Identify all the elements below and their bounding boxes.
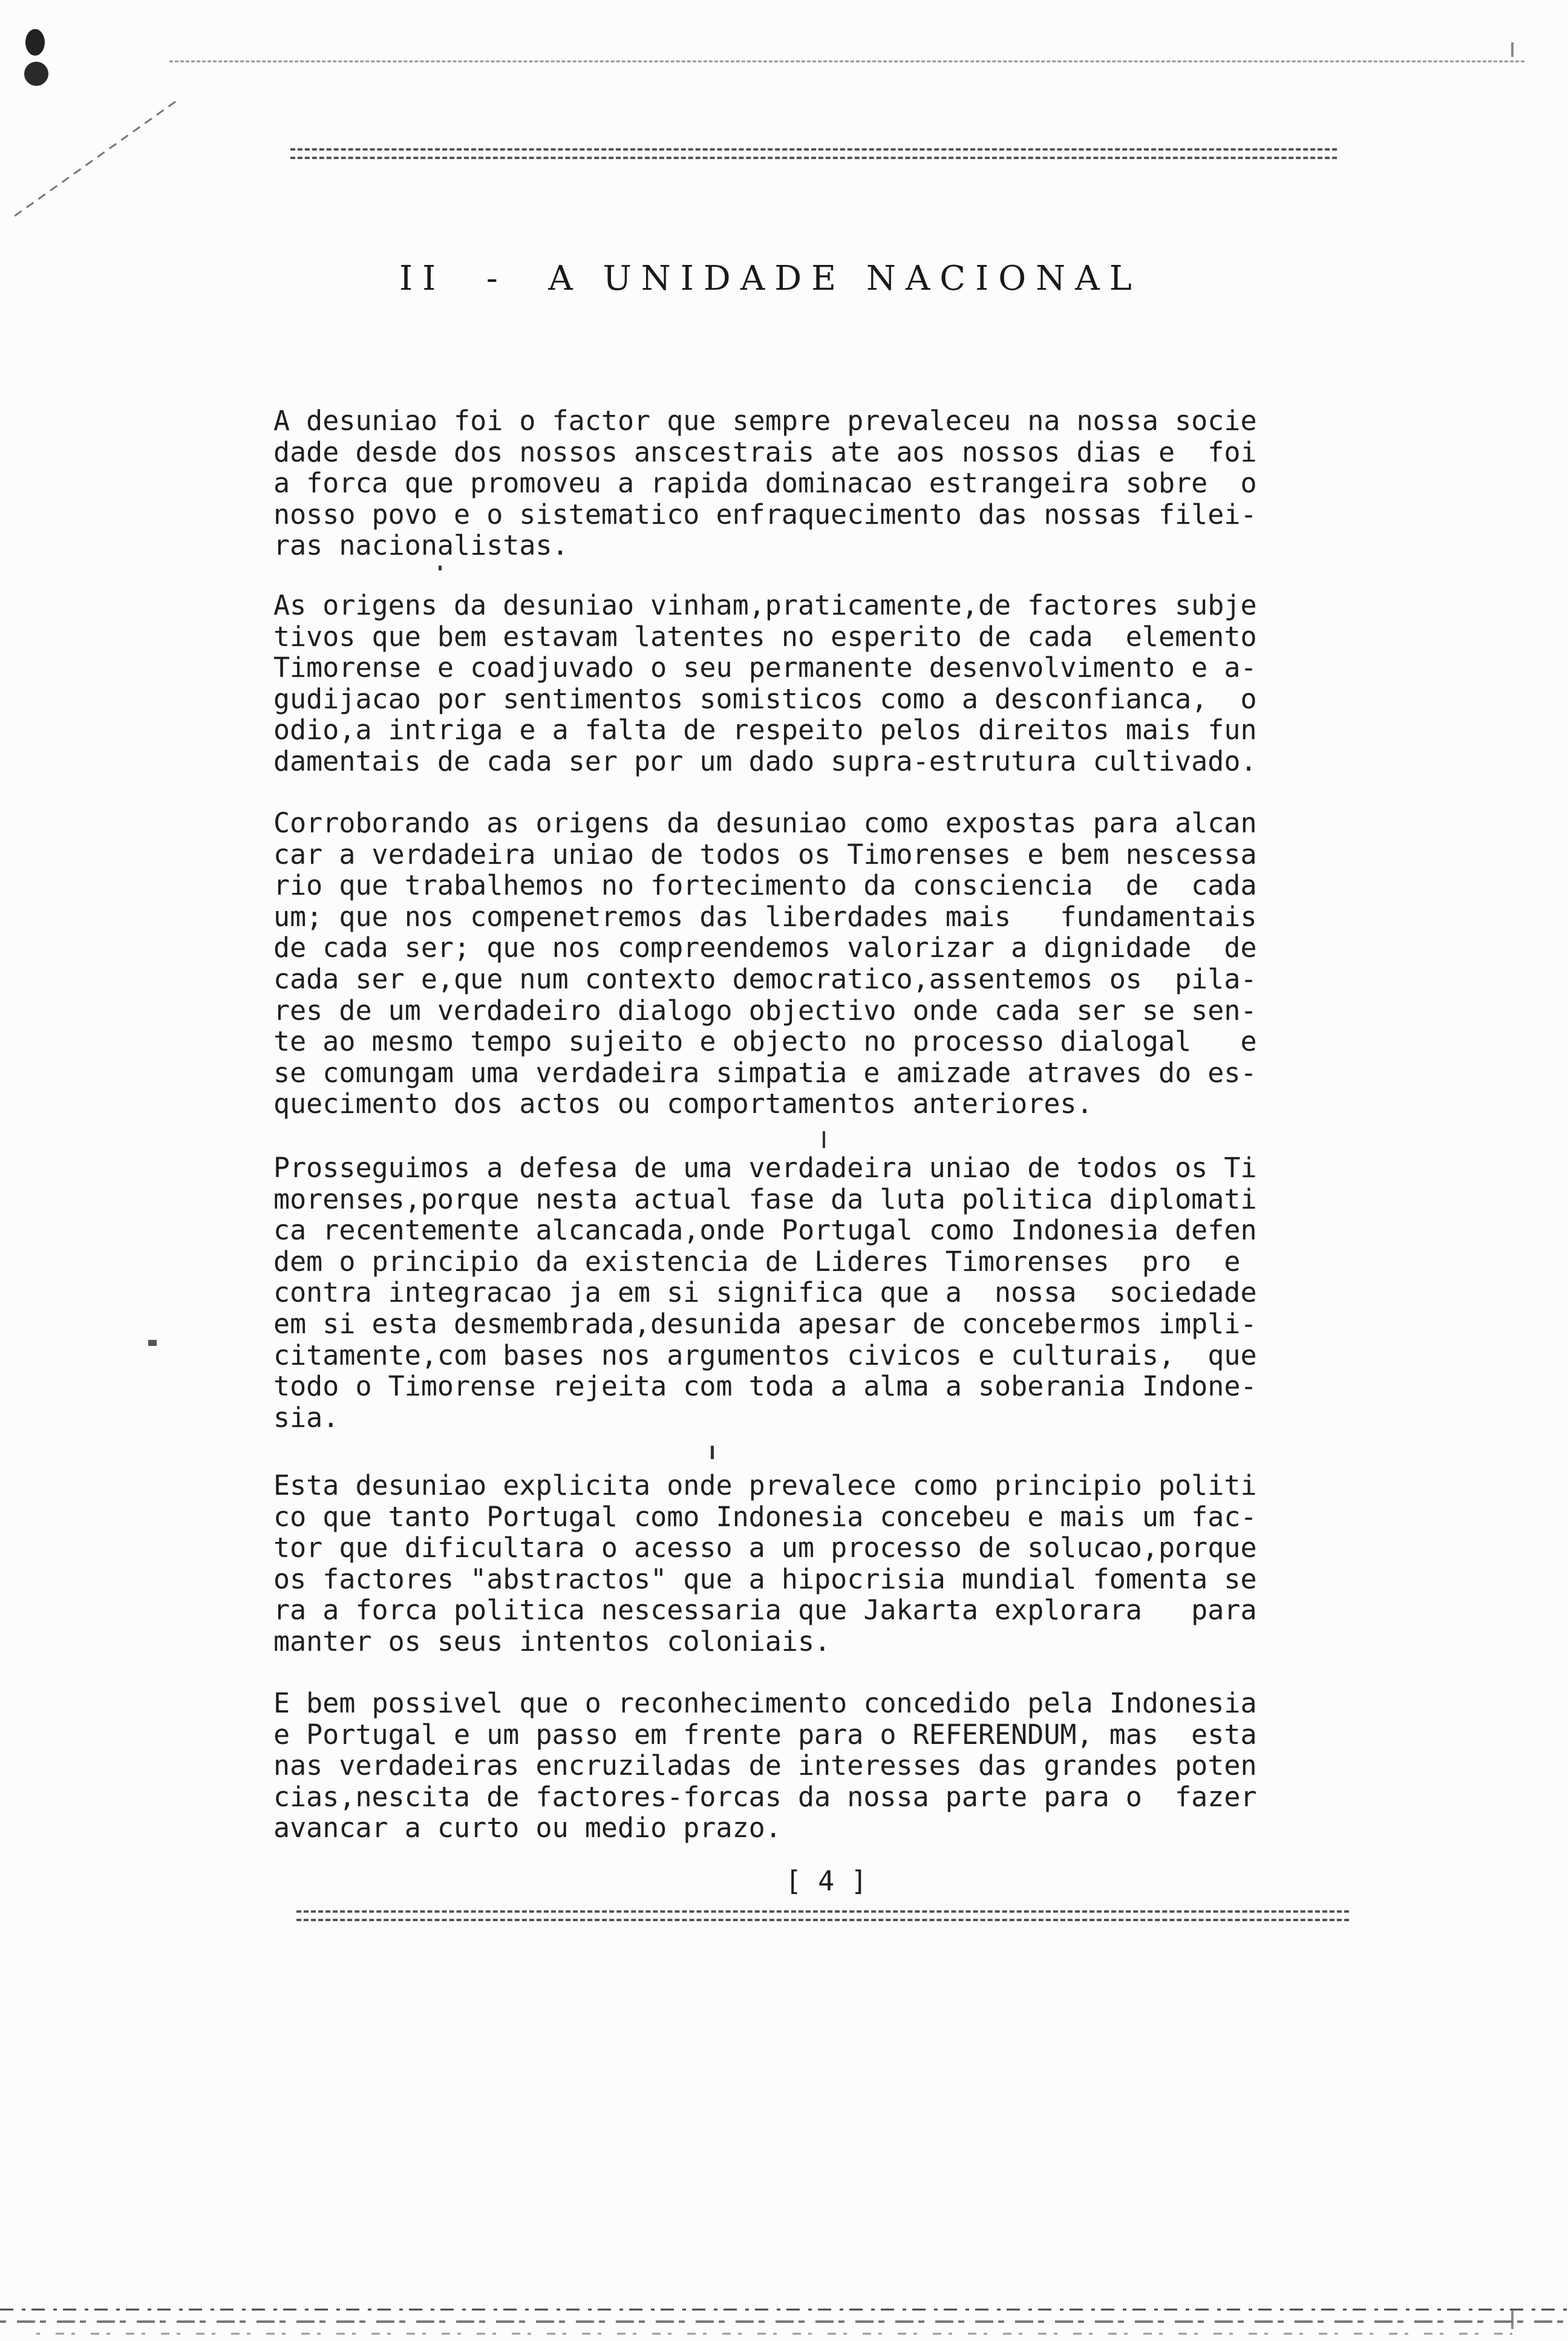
text-line: ra a forca politica nescessaria que Jakarta explorara para: [273, 1594, 1257, 1627]
text-line: As origens da desuniao vinham,praticamente,de factores subje: [273, 589, 1257, 621]
text-line: e Portugal e um passo em frente para o REFERENDUM, mas esta: [273, 1718, 1257, 1751]
text-line: rio que trabalhemos no fortecimento da consciencia de cada: [273, 869, 1257, 902]
text-line: citamente,com bases nos argumentos civicos e culturais, que: [273, 1339, 1257, 1371]
scan-speck: [439, 566, 442, 570]
paragraph-2: [273, 590, 1374, 777]
text-line: um; que nos compenetremos das liberdades mais fundamentais: [273, 900, 1257, 933]
paragraph-4: [273, 1152, 1374, 1433]
scan-speck: [711, 1446, 714, 1459]
text-line: em si esta desmembrada,desunida apesar de concebermos impli-: [273, 1307, 1257, 1340]
text-line: res de um verdadeiro dialogo objectivo onde cada ser se sen-: [273, 994, 1257, 1027]
text-line: ras nacionalistas.: [273, 529, 569, 562]
scan-bottom-noise: [0, 2287, 1568, 2341]
scan-speck: [823, 1131, 825, 1148]
text-line: Timorense e coadjuvado o seu permanente desenvolvimento e a-: [273, 651, 1257, 684]
text-line: tivos que bem estavam latentes no esperito de cada elemento: [273, 620, 1257, 653]
text-line: dade desde dos nossos anscestrais ate aos nossos dias e foi: [273, 436, 1257, 468]
paragraph-1: [273, 405, 1374, 561]
text-line: co que tanto Portugal como Indonesia concebeu e mais um fac-: [273, 1500, 1257, 1533]
text-line: sia.: [273, 1401, 339, 1434]
text-line: te ao mesmo tempo sujeito e objecto no processo dialogal e: [273, 1025, 1257, 1058]
top-separator: [290, 148, 1337, 159]
text-line: car a verdadeira uniao de todos os Timorenses e bem nescessa: [273, 838, 1257, 870]
scan-speck: [148, 1340, 157, 1346]
text-line: A desuniao foi o factor que sempre prevaleceu na nossa socie: [273, 405, 1257, 437]
text-line: todo o Timorense rejeita com toda a alma a soberania Indone-: [273, 1370, 1257, 1403]
text-line: E bem possivel que o reconhecimento concedido pela Indonesia: [273, 1687, 1257, 1719]
text-line: cada ser e,que num contexto democratico,assentemos os pila-: [273, 962, 1257, 995]
text-line: Corroborando as origens da desuniao como expostas para alcan: [273, 807, 1257, 839]
page-title: II - A UNIDADE NACIONAL: [399, 259, 1142, 298]
text-line: nas verdadeiras encruziladas de interesses das grandes poten: [273, 1749, 1257, 1782]
text-line: Esta desuniao explicita onde prevalece como principio politi: [273, 1469, 1257, 1501]
text-line: manter os seus intentos coloniais.: [273, 1625, 831, 1657]
top-edge-line: [169, 60, 1524, 62]
paragraph-6: [273, 1688, 1374, 1844]
text-line: se comungam uma verdadeira simpatia e amizade atraves do es-: [273, 1056, 1257, 1089]
bottom-separator: [296, 1910, 1349, 1921]
text-line: a forca que promoveu a rapida dominacao estrangeira sobre o: [273, 467, 1257, 500]
text-line: damentais de cada ser por um dado supra-estrutura cultivado.: [273, 745, 1257, 777]
text-line: dem o principio da existencia de Lideres Timorenses pro e: [273, 1245, 1241, 1278]
text-line: ca recentemente alcancada,onde Portugal como Indonesia defen: [273, 1214, 1257, 1247]
text-line: tor que dificultara o acesso a um processo de solucao,porque: [273, 1532, 1257, 1564]
text-line: Prosseguimos a defesa de uma verdadeira uniao de todos os Ti: [273, 1152, 1257, 1184]
text-line: contra integracao ja em si significa que a nossa sociedade: [273, 1276, 1257, 1309]
text-line: de cada ser; que nos compreendemos valorizar a dignidade de: [273, 932, 1257, 964]
text-line: odio,a intriga e a falta de respeito pelos direitos mais fun: [273, 714, 1257, 746]
scan-artifact-marks: [0, 97, 181, 230]
page-number: [ 4 ]: [785, 1865, 867, 1897]
paragraph-5: [273, 1470, 1374, 1657]
punch-hole-mark: [17, 24, 53, 91]
text-line: cias,nescita de factores-forcas da nossa parte para o fazer: [273, 1780, 1257, 1813]
scan-speck: [1511, 42, 1514, 57]
text-line: gudijacao por sentimentos somisticos como a desconfianca, o: [273, 682, 1257, 715]
text-line: morenses,porque nesta actual fase da luta politica diplomati: [273, 1183, 1257, 1215]
text-line: quecimento dos actos ou comportamentos anteriores.: [273, 1088, 1093, 1120]
paragraph-3: [273, 808, 1374, 1120]
text-line: nosso povo e o sistematico enfraquecimento das nossas filei-: [273, 498, 1257, 531]
text-line: avancar a curto ou medio prazo.: [273, 1812, 782, 1844]
text-line: os factores "abstractos" que a hipocrisia mundial fomenta se: [273, 1562, 1257, 1595]
